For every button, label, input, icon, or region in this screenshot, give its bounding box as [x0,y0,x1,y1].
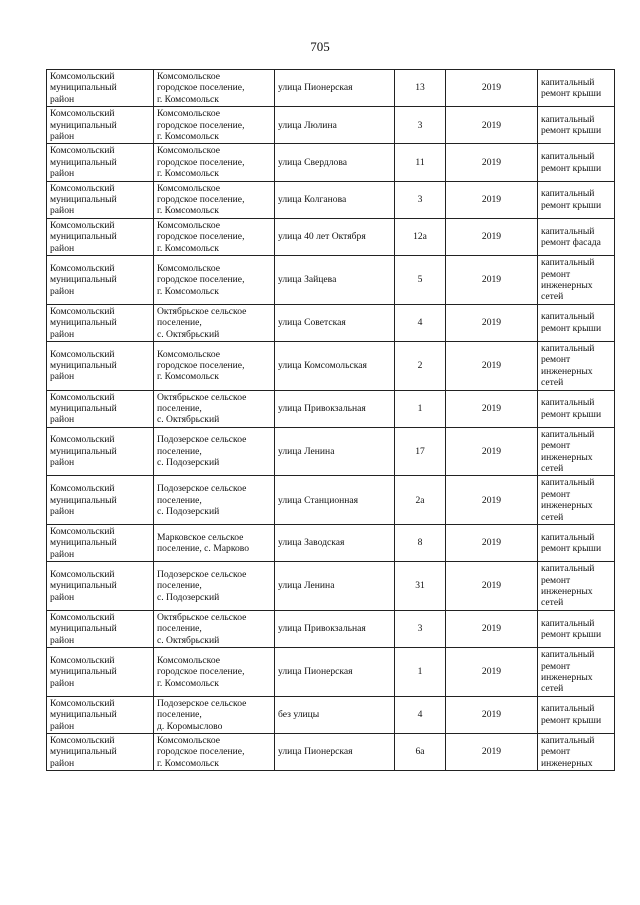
house-number-cell [395,107,446,144]
house-number-cell-text: 1 [417,666,423,678]
street-cell [275,390,395,427]
table-row [47,181,615,218]
house-number-cell-text: 3 [417,623,423,635]
house-number-cell [395,181,446,218]
street-cell-text: улица Люлина [278,119,337,131]
street-cell [275,107,395,144]
street-cell [275,144,395,181]
house-number-cell-text: 3 [417,119,423,131]
house-number-cell [395,648,446,697]
year-cell [446,181,538,218]
house-number-cell-text: 17 [415,445,425,457]
settlement-cell [154,181,275,218]
settlement-cell-text: Комсомольское городское поселение, г. Комсомольск [157,182,245,217]
year-cell [446,218,538,255]
work-type-cell [538,525,615,562]
settlement-cell-text: Подозерское сельское поселение, с. Подозерский [157,483,247,517]
year-cell [446,648,538,697]
year-cell-text: 2019 [481,156,502,168]
district-cell [47,304,154,341]
street-cell [275,427,395,476]
table-row [47,562,615,611]
house-number-cell-text: 4 [417,317,423,329]
street-cell [275,70,395,107]
work-type-cell [538,181,615,218]
house-number-cell [395,70,446,107]
work-type-cell [538,427,615,476]
work-type-cell-text: капитальный ремонт крыши [541,76,602,100]
table-row [47,610,615,647]
house-number-cell-text: 13 [415,82,425,94]
page-number: 705 [310,39,330,54]
year-cell-text: 2019 [481,580,502,592]
year-cell-text: 2019 [481,537,502,549]
table-row [47,107,615,144]
work-type-cell-text: капитальный ремонт инженерных сетей [541,257,595,303]
repair-schedule-table [46,69,615,771]
settlement-cell [154,390,275,427]
work-type-cell-text: капитальный ремонт фасада [541,225,601,248]
work-type-cell [538,696,615,733]
year-cell-text: 2019 [481,317,502,329]
district-cell-text: Комсомольский муниципальный район [50,568,117,603]
street-cell-text: улица Привокзальная [278,402,366,414]
house-number-cell-text: 1 [417,402,423,414]
district-cell-text: Комсомольский муниципальный район [50,262,117,297]
street-cell [275,562,395,611]
table-row [47,648,615,697]
table-row [47,144,615,181]
table-row [47,696,615,733]
settlement-cell [154,144,275,181]
street-cell [275,733,395,770]
house-number-cell-text: 4 [417,709,423,721]
work-type-cell-text: капитальный ремонт инженерных сетей [541,477,595,523]
year-cell [446,341,538,390]
district-cell-text: Комсомольский муниципальный район [50,71,117,105]
work-type-cell [538,648,615,697]
district-cell [47,696,154,733]
settlement-cell-text: Октябрьское сельское поселение, с. Октябрьский [157,391,247,426]
year-cell-text: 2019 [481,231,502,243]
year-cell-text: 2019 [481,402,502,414]
district-cell-text: Комсомольский муниципальный район [50,182,117,217]
table-row [47,304,615,341]
house-number-cell-text: 11 [415,156,425,168]
district-cell [47,648,154,697]
settlement-cell [154,341,275,390]
settlement-cell-text: Комсомольское городское поселение, г. Комсомольск [157,71,245,105]
work-type-cell-text: капитальный ремонт крыши [541,113,602,137]
work-type-cell [538,476,615,525]
house-number-cell [395,427,446,476]
street-cell-text: улица Свердлова [278,156,348,168]
settlement-cell-text: Подозерское сельское поселение, с. Подозерский [157,568,247,603]
year-cell [446,144,538,181]
settlement-cell-text: Октябрьское сельское поселение, с. Октябрьский [157,611,247,646]
house-number-cell [395,525,446,562]
work-type-cell [538,144,615,181]
district-cell [47,256,154,305]
year-cell [446,70,538,107]
year-cell-text: 2019 [481,623,502,635]
work-type-cell [538,562,615,611]
house-number-cell [395,341,446,390]
table-row [47,341,615,390]
settlement-cell-text: Подозерское сельское поселение, с. Подозерский [157,434,247,469]
settlement-cell [154,256,275,305]
settlement-cell [154,562,275,611]
table-row [47,390,615,427]
district-cell-text: Комсомольский муниципальный район [50,348,117,383]
table-row [47,733,615,770]
year-cell-text: 2019 [481,494,502,506]
work-type-cell-text: капитальный ремонт инженерных [541,734,595,769]
settlement-cell [154,304,275,341]
street-cell-text: улица 40 лет Октября [278,231,366,243]
street-cell [275,341,395,390]
year-cell-text: 2019 [481,709,502,721]
work-type-cell [538,218,615,255]
work-type-cell-text: капитальный ремонт крыши [541,531,602,555]
work-type-cell [538,390,615,427]
district-cell [47,341,154,390]
house-number-cell [395,144,446,181]
work-type-cell-text: капитальный ремонт инженерных сетей [541,649,595,695]
district-cell [47,107,154,144]
street-cell-text: улица Ленина [278,445,335,457]
street-cell-text: улица Пионерская [278,82,353,94]
work-type-cell-text: капитальный ремонт крыши [541,151,602,174]
district-cell [47,476,154,525]
district-cell-text: Комсомольский муниципальный район [50,434,117,469]
work-type-cell [538,733,615,770]
table-row [47,218,615,255]
year-cell [446,610,538,647]
district-cell-text: Комсомольский муниципальный район [50,391,117,426]
table-body [47,70,615,771]
house-number-cell-text: 31 [415,580,425,592]
street-cell-text: улица Пионерская [278,746,353,758]
work-type-cell-text: капитальный ремонт крыши [541,703,602,726]
street-cell [275,181,395,218]
settlement-cell-text: Октябрьское сельское поселение, с. Октябрьский [157,305,247,340]
table-row [47,525,615,562]
settlement-cell-text: Подозерское сельское поселение, д. Коромыслово [157,697,247,732]
house-number-cell-text: 3 [417,194,423,206]
settlement-cell [154,610,275,647]
settlement-cell [154,427,275,476]
year-cell [446,696,538,733]
district-cell-text: Комсомольский муниципальный район [50,526,117,560]
work-type-cell-text: капитальный ремонт крыши [541,311,602,334]
street-cell-text: улица Станционная [278,494,359,506]
settlement-cell-text: Комсомольское городское поселение, г. Комсомольск [157,145,245,180]
house-number-cell-text: 8 [417,537,423,549]
year-cell-text: 2019 [481,360,502,372]
district-cell-text: Комсомольский муниципальный район [50,483,117,517]
year-cell-text: 2019 [481,119,502,131]
street-cell-text: улица Колганова [278,194,347,206]
settlement-cell [154,70,275,107]
settlement-cell [154,525,275,562]
street-cell-text: улица Советская [278,317,346,329]
year-cell-text: 2019 [481,274,502,286]
settlement-cell-text: Комсомольское городское поселение, г. Комсомольск [157,219,245,254]
district-cell [47,144,154,181]
work-type-cell [538,107,615,144]
settlement-cell [154,648,275,697]
work-type-cell [538,256,615,305]
year-cell [446,256,538,305]
district-cell-text: Комсомольский муниципальный район [50,611,117,646]
district-cell-text: Комсомольский муниципальный район [50,145,117,180]
table-row [47,476,615,525]
settlement-cell [154,733,275,770]
work-type-cell-text: капитальный ремонт инженерных сетей [541,342,595,389]
street-cell [275,696,395,733]
street-cell-text: без улицы [278,709,320,721]
house-number-cell [395,218,446,255]
street-cell-text: улица Заводская [278,537,345,549]
work-type-cell-text: капитальный ремонт инженерных сетей [541,563,595,609]
district-cell-text: Комсомольский муниципальный район [50,734,117,769]
street-cell [275,476,395,525]
street-cell-text: улица Комсомольская [278,360,367,372]
district-cell [47,390,154,427]
house-number-cell [395,390,446,427]
settlement-cell [154,218,275,255]
work-type-cell-text: капитальный ремонт крыши [541,397,602,420]
house-number-cell-text: 6а [415,746,425,758]
street-cell-text: улица Зайцева [278,274,337,286]
year-cell-text: 2019 [481,746,502,758]
street-cell [275,525,395,562]
house-number-cell [395,304,446,341]
district-cell-text: Комсомольский муниципальный район [50,219,117,254]
year-cell [446,562,538,611]
year-cell-text: 2019 [481,194,502,206]
house-number-cell-text: 12а [413,231,427,243]
street-cell [275,218,395,255]
district-cell [47,610,154,647]
district-cell-text: Комсомольский муниципальный район [50,305,117,340]
house-number-cell [395,476,446,525]
year-cell [446,733,538,770]
settlement-cell-text: Комсомольское городское поселение, г. Комсомольск [157,654,245,689]
district-cell [47,733,154,770]
street-cell [275,648,395,697]
district-cell-text: Комсомольский муниципальный район [50,697,117,732]
house-number-cell [395,696,446,733]
street-cell-text: улица Ленина [278,580,335,592]
year-cell [446,476,538,525]
house-number-cell-text: 5 [417,274,423,286]
house-number-cell-text: 2а [415,494,425,506]
street-cell [275,304,395,341]
work-type-cell [538,610,615,647]
street-cell [275,610,395,647]
settlement-cell-text: Комсомольское городское поселение, г. Комсомольск [157,734,245,769]
house-number-cell [395,610,446,647]
work-type-cell-text: капитальный ремонт инженерных сетей [541,428,595,474]
settlement-cell-text: Марковское сельское поселение, с. Марково [157,531,250,555]
district-cell [47,562,154,611]
year-cell-text: 2019 [481,666,502,678]
work-type-cell [538,304,615,341]
work-type-cell-text: капитальный ремонт крыши [541,188,602,211]
house-number-cell-text: 2 [417,360,423,372]
year-cell-text: 2019 [481,445,502,457]
street-cell-text: улица Пионерская [278,666,353,678]
district-cell [47,218,154,255]
district-cell [47,181,154,218]
work-type-cell [538,70,615,107]
house-number-cell [395,733,446,770]
table-row [47,427,615,476]
year-cell [446,525,538,562]
year-cell-text: 2019 [481,82,502,94]
year-cell [446,107,538,144]
house-number-cell [395,256,446,305]
house-number-cell [395,562,446,611]
district-cell [47,427,154,476]
work-type-cell [538,341,615,390]
street-cell-text: улица Привокзальная [278,623,366,635]
settlement-cell [154,107,275,144]
settlement-cell-text: Комсомольское городское поселение, г. Комсомольск [157,348,245,383]
table-row [47,256,615,305]
settlement-cell [154,696,275,733]
district-cell-text: Комсомольский муниципальный район [50,108,117,143]
settlement-cell-text: Комсомольское городское поселение, г. Комсомольск [157,108,245,143]
table-row [47,70,615,107]
district-cell [47,525,154,562]
year-cell [446,427,538,476]
settlement-cell [154,476,275,525]
work-type-cell-text: капитальный ремонт крыши [541,617,602,640]
year-cell [446,304,538,341]
district-cell [47,70,154,107]
year-cell [446,390,538,427]
settlement-cell-text: Комсомольское городское поселение, г. Комсомольск [157,262,245,297]
street-cell [275,256,395,305]
district-cell-text: Комсомольский муниципальный район [50,654,117,689]
